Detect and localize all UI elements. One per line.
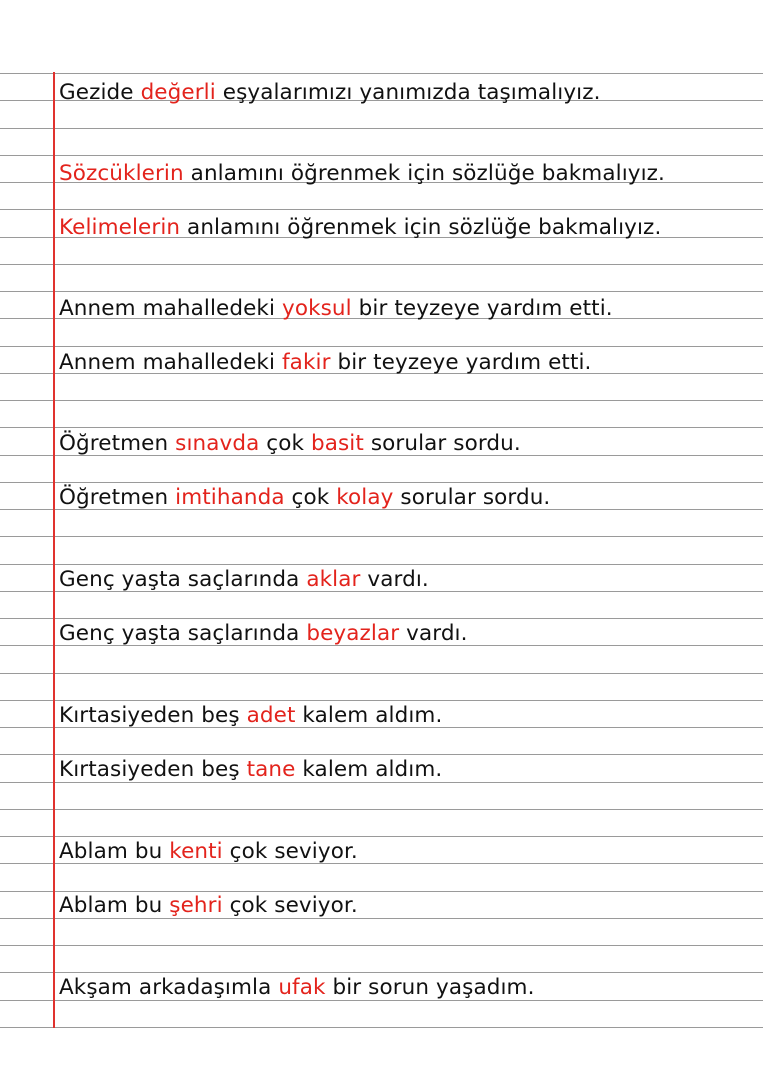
sentence-10 — [59, 701, 442, 731]
sentence-text: Annem mahalledeki — [59, 296, 282, 321]
sentence-text: vardı. — [360, 567, 429, 592]
sentence-text: eşyalarımızı yanımızda taşımalıyız. — [215, 80, 601, 105]
sentence-1 — [59, 78, 601, 108]
highlighted-word: aklar — [306, 567, 361, 592]
sentence-text: bir sorun yaşadım. — [325, 975, 535, 1000]
sentence-text: kalem aldım. — [295, 757, 443, 782]
sentence-text: Gezide — [59, 80, 141, 105]
highlighted-word: tane — [246, 757, 296, 782]
sentence-text: çok seviyor. — [222, 839, 358, 864]
highlighted-word: yoksul — [282, 296, 352, 321]
highlighted-word: kolay — [336, 485, 394, 510]
sentence-9 — [59, 619, 468, 649]
sentence-text: bir teyzeye yardım etti. — [330, 350, 592, 375]
highlighted-word: sınavda — [175, 431, 260, 456]
sentence-6 — [59, 429, 521, 459]
highlighted-word: kenti — [169, 839, 223, 864]
sentence-text: bir teyzeye yardım etti. — [351, 296, 613, 321]
sentence-text: Ablam bu — [59, 839, 170, 864]
sentence-text: kalem aldım. — [295, 703, 443, 728]
sentence-12 — [59, 837, 358, 867]
highlighted-word: fakir — [282, 350, 331, 375]
highlighted-word: basit — [310, 431, 364, 456]
sentence-5 — [59, 348, 591, 378]
sentence-text: çok — [284, 485, 337, 510]
highlighted-word: ufak — [278, 975, 326, 1000]
highlighted-word: adet — [246, 703, 296, 728]
sentence-text: Genç yaşta saçlarında — [59, 567, 307, 592]
sentence-text: sorular sordu. — [393, 485, 551, 510]
sentence-text: Kırtasiyeden beş — [59, 757, 247, 782]
sentence-text: Kırtasiyeden beş — [59, 703, 247, 728]
sentence-3 — [59, 213, 661, 243]
sentence-text: sorular sordu. — [363, 431, 521, 456]
highlighted-word: Sözcüklerin — [59, 161, 184, 186]
sentence-7 — [59, 483, 550, 513]
sentence-8 — [59, 565, 429, 595]
sentence-text: Genç yaşta saçlarında — [59, 621, 307, 646]
red-margin-line — [53, 72, 55, 1028]
sentence-text: anlamını öğrenmek için sözlüğe bakmalıyız. — [183, 161, 665, 186]
highlighted-word: imtihanda — [175, 485, 285, 510]
sentence-text: Ablam bu — [59, 893, 170, 918]
sentence-text: vardı. — [399, 621, 468, 646]
sentence-text: anlamını öğrenmek için sözlüğe bakmalıyız. — [180, 215, 662, 240]
sentence-text: Akşam arkadaşımla — [59, 975, 279, 1000]
highlighted-word: beyazlar — [306, 621, 400, 646]
sentence-13 — [59, 891, 358, 921]
sentence-11 — [59, 755, 442, 785]
highlighted-word: şehri — [169, 893, 223, 918]
highlighted-word: Kelimelerin — [59, 215, 181, 240]
highlighted-word: değerli — [140, 80, 216, 105]
sentence-text: çok — [259, 431, 311, 456]
sentence-text: Öğretmen — [59, 431, 176, 456]
sentence-text: çok seviyor. — [222, 893, 358, 918]
sentence-4 — [59, 294, 613, 324]
sentence-2 — [59, 159, 665, 189]
sentence-14 — [59, 973, 535, 1003]
sentence-text: Annem mahalledeki — [59, 350, 282, 375]
sentence-text: Öğretmen — [59, 485, 176, 510]
